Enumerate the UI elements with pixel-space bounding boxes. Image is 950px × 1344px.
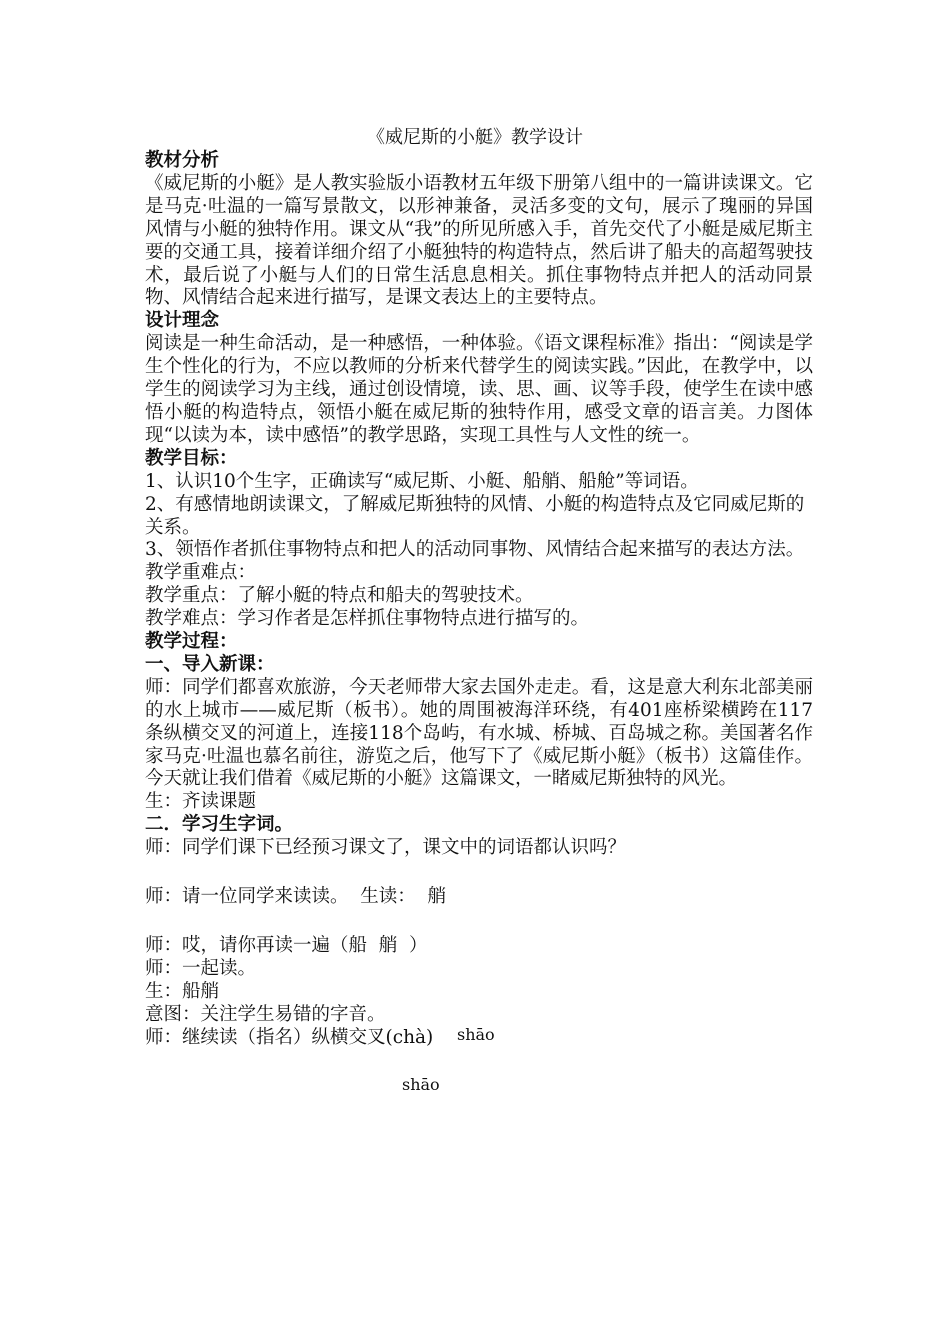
pinyin-annotation-2: shāo bbox=[402, 1075, 440, 1094]
concept-paragraph: 阅读是一种生命活动，是一种感悟，一种体验。《语文课程标准》指出：“阅读是学生个性化的行为，不应以教师的分析来代替学生的阅读实践。”因此，在教学中，以学生的阅读学习为主线，通过创设情境，读、思、画、议等手段，使学生在读中感悟小艇的构造特点，领悟小艇在威尼斯的独特作用，感受文章的语言美。力图体现“以读为本，读中感悟”的教学思路，实现工具性与人文性的统一。 bbox=[145, 333, 813, 446]
part1-heading: 一、导入新课： bbox=[145, 653, 275, 675]
dialogue-line-b: 师：请一位同学来读读。 生读： 艄 bbox=[145, 886, 447, 908]
goal-1: 1、认识10个生字，正确读写“威尼斯、小艇、船艄、船舱”等词语。 bbox=[145, 470, 699, 492]
key-point: 教学重点：了解小艇的特点和船夫的驾驶技术。 bbox=[145, 585, 534, 607]
process-heading: 教学过程： bbox=[145, 631, 238, 653]
dialogue-line-f: 意图：关注学生易错的字音。 bbox=[145, 1003, 386, 1025]
document-body bbox=[145, 150, 813, 1050]
difficult-point: 教学难点：学习作者是怎样抓住事物特点进行描写的。 bbox=[145, 608, 590, 630]
part2-heading: 二．学习生字词。 bbox=[145, 814, 294, 836]
part1-teacher-paragraph: 师：同学们都喜欢旅游，今天老师带大家去国外走走。看，这是意大利东北部美丽的水上城市——威尼斯（板书）。她的周围被海洋环绕，有401座桥梁横跨在117条纵横交叉的河道上，连接118个岛屿，有水城、桥城、百岛城之称。美国著名作家马克·吐温也慕名前往，游览之后，他写下了《威尼斯小艇》（板书）这篇佳作。今天就让我们借着《威尼斯的小艇》这篇课文，一睹威尼斯独特的风光。 bbox=[145, 676, 813, 790]
part1-student-line: 生：齐读课题 bbox=[145, 791, 257, 813]
goal-2: 2、有感情地朗读课文，了解威尼斯独特的风情、小艇的构造特点及它同威尼斯的关系。 bbox=[145, 493, 805, 538]
document-title: 《威尼斯的小艇》教学设计 bbox=[367, 127, 583, 148]
dialogue-line-a: 师：同学们课下已经预习课文了，课文中的词语都认识吗？ bbox=[145, 837, 627, 859]
dialogue-line-g: 师：继续读（指名）纵横交叉(chà) bbox=[145, 1026, 434, 1048]
dialogue-line-d: 师：一起读。 bbox=[145, 957, 257, 979]
goal-3: 3、领悟作者抓住事物特点和把人的活动同事物、风情结合起来描写的表达方法。 bbox=[145, 539, 805, 561]
analysis-heading: 教材分析 bbox=[145, 150, 220, 171]
dialogue-line-e: 生：船艄 bbox=[145, 980, 220, 1002]
goals-heading: 教学目标： bbox=[145, 447, 238, 469]
key-points-heading: 教学重难点： bbox=[145, 562, 257, 584]
concept-heading: 设计理念 bbox=[145, 310, 220, 332]
pinyin-annotation-1: shāo bbox=[457, 1025, 495, 1044]
analysis-paragraph: 《威尼斯的小艇》是人教实验版小语教材五年级下册第八组中的一篇讲读课文。它是马克·吐温的一篇写景散文，以形神兼备，灵活多变的文句，展示了瑰丽的异国风情与小艇的独特作用。课文从“我”的所见所感入手，首先交代了小艇是威尼斯主要的交通工具，接着详细介绍了小艇独特的构造特点，然后讲了船夫的高超驾驶技术，最后说了小艇与人们的日常生活息息相关。抓住事物特点并把人的活动同景物、风情结合起来进行描写，是课文表达上的主要特点。 bbox=[145, 172, 813, 309]
dialogue-line-c: 师：哎，请你再读一遍（船 艄 ） bbox=[145, 935, 428, 956]
